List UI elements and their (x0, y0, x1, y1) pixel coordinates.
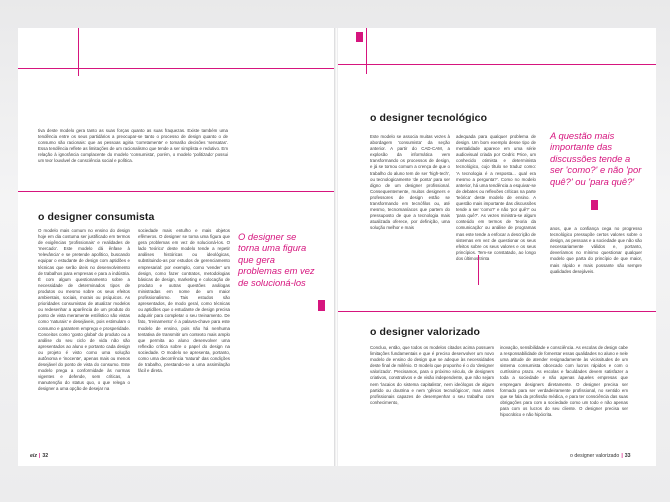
page-number-left: 32 (42, 453, 49, 459)
right-section-rule (338, 311, 656, 312)
consumista-column-1: O modelo mais comum no ensino do design hoje em dia costuma ser justificado em termos de exigências 'profissionais' e realidades de 'mercado'. Este modelo dá ênfase à 'relevância' e se pretende apolítico, buscando equipar o estudante de design com aptidões e técnicas que serão úteis no desenvolvimento de trabalhos para empresas e para a indústria. É com algum questionamento sobre a necessidade de determinados tipos de produtos ou mesmo sobre os seus efeitos ambientais, sociais, morais ou psíquicos. As prioridades consumistas de atualizar modelos ou redesenhar a aparência de um produto do ponto de vista meramente estilístico são vistas como 'naturais' e desejáveis, pois estimulam o consumo e garantem emprego e prosperidade. Conceitos como 'gosto global' do produto ou a análise do seu ciclo de vida não são apresentados ao aluno e portanto cada design ou projeto é visto como uma solução autônoma e 'inocente', apenas mais ou menos desejável do ponto de vista do consumo. Este modelo prega a conformidade às normas vigentes e defende, sem críticas, a manutenção do status quo, o que relega o designer a uma opção de desejar na (38, 228, 130, 392)
pull-quote-left: O designer se torna uma figura que gera problemas em vez de solucioná-los (238, 231, 315, 288)
folio-section-title: o designer valorizado (570, 453, 620, 459)
folio-right (570, 453, 631, 459)
folio-separator: | (38, 453, 41, 459)
consumista-column-2: sociedade mais entulho e mais objetos efêmeros. O designer se torna uma figura que gera problemas em vez de solucioná-los. O lado 'teórico' deste modelo tende a repetir análises históricas ou ideológicas, substituindo-as por estudos de gerenciamento empresarial: por exemplo, como 'vender' um design, como fazer contratos, metodologias básicas de design, marketing e colocação de produto e outras questões análogas ministradas em nome de um maior profissionalismo. Tais estudos são apresentados, de modo geral, como técnicas ou aptidões que o estudante de design precisa adquirir para completar o seu treinamento. De fato, 'treinamento' é a palavra-chave para este modelo de ensino, pois não há nenhuma tentativa de transmitir um contexto mais amplo que permita ao aluno desenvolver uma reflexão crítica sobre o papel do design na sociedade. O modelo se apresenta, portanto, como uma decorrência 'natural' das condições de trabalho, prestando-se a uma assimilação fácil e direta. (138, 228, 230, 374)
pull-quote-right: A questão mais importante das discussões tende a ser 'como?' e não 'por quê?' ou 'para quê?' (550, 130, 642, 187)
book-gutter (334, 28, 338, 466)
folio-left (30, 453, 48, 459)
page-number-right: 33 (624, 453, 631, 459)
left-section-rule (18, 191, 334, 192)
tecnologico-column-1: Este modelo se associa muitas vezes à abordagem 'consumista' da seção anterior. A partir do CAD-CAM, a explosão da informática vem transformando os processos de design, e já se tornou comum a crença de que o trabalho do aluno tem de ser 'high-tech', ou tecnologicamente 'de ponta' para ser digno de um designer profissional. Consequentemente, muitos designers e professores de design estão se transformando em tecnófilos ou, até mesmo, tecnomaníacos que partem do pressuposto de que a tecnologia mais atualizada oferece, por definição, uma solução melhor e mais (370, 134, 450, 231)
section-heading-tecnologico: o designer tecnológico (370, 112, 488, 124)
section-heading-consumista: o designer consumista (38, 211, 155, 223)
tecnologico-column-3: anos, que a confiança cega no progresso tecnológico pressupõe certos valores sobre o design, as pessoas e a sociedade que não são necessariamente válidos e, portanto, deveríamos no mínimo questionar qualquer modelo que parta do princípio de que maior, mais rápido e mais possante são sempre qualidades desejáveis. (550, 226, 642, 274)
intro-paragraph: tiva deste modelo gera tanto as suas forças quanto as suas fraquezas. Existe também uma tendência entre os seus partidários a preocupar-se tanto o processo de design quanto o de consumo são racionais: que as pessoas agiria 'corretamente' e tomarão decisões 'sensatas'. Essa tendência reflete as limitações de um racionalismo que tende a ser simplista e redutivo. Em relação à ignorância complacente do modelo 'consumista', porém, o modelo 'politizado' possui um teor louvável de consciência social e política. (38, 128, 228, 164)
folio-separator-right: | (621, 453, 623, 459)
folio-mark: eiz (30, 453, 37, 459)
tecnologico-column-2: adequada para qualquer problema de design. Um bom exemplo desse tipo de mentalidade aparece em uma série audiovisual criada por Cedric Price, um conhecido otimista e determinista tecnológico, cujo título se traduz como: 'A tecnologia é a resposta... qual era mesmo a pergunta?'. Como no modelo anterior, há uma tendência a esquivar-se de debates ou reflexões críticas na parte 'teórica' deste modelo de ensino. A questão mais importante das discussões tende a ser 'como?' e não 'por quê?' ou 'para quê?'. As vezes ministra-se algum conteúdo em termos de 'teoria da comunicação' ou análise de programas mas este tende a enfocar a descrição de sistemas em vez de questionar os seus efeitos sobre os seus valores e os seus princípios. Tem-se constatado, ao longo dos últimos trinta (456, 134, 536, 261)
accent-bar-middle (318, 300, 325, 311)
left-vertical-rule (78, 28, 79, 76)
right-top-rule (338, 64, 656, 65)
accent-bar-right (591, 200, 598, 210)
accent-bar-top (356, 32, 363, 42)
section-heading-valorizado: o designer valorizado (370, 326, 481, 338)
valorizado-column-2: inovação, sensibilidade e consciência. As escolas de design cabe a responsabilidade de fomentar essas qualidades no aluno e nele uma atitude de atender resignadamente às vicissitudes de um sistema consumista obcecado com lucros rápidos e com o curtíssimo prazo. As escolas e faculdades devem satisfazer a toda a sociedade e não apenas àqueles empresas que empregam designers diretamente. O designer precisa ser formado para ser verdadeiramente profissional, no sentido em que se fala da profissão médica, e para ter consciência das suas obrigações para com a sociedade como um todo e não apenas para com os lucros do seu cliente. O designer precisa ser hipocrático e não hipócrita. (500, 345, 628, 418)
right-vertical-rule (366, 28, 367, 74)
valorizado-column-1: Concluo, então, que todos os modelos citados acima possuem limitações fundamentais e que é preciso desenvolver um novo modelo de ensino do design que se adeque às necessidades deste final de milênio. O modelo que proponho é o do 'designer valorizado'. Precisamos, para o próximo século, de designers criativos, construtivos e de visão independente, que não sejam nem 'lacaios do sistema capitalista', nem ideólogos de algum partido ou doutrina e nem 'gênios tecnológicos', mas antes profissionais capazes de desempenhar o seu trabalho com conhecimento, (370, 345, 494, 405)
left-top-rule (18, 68, 334, 69)
